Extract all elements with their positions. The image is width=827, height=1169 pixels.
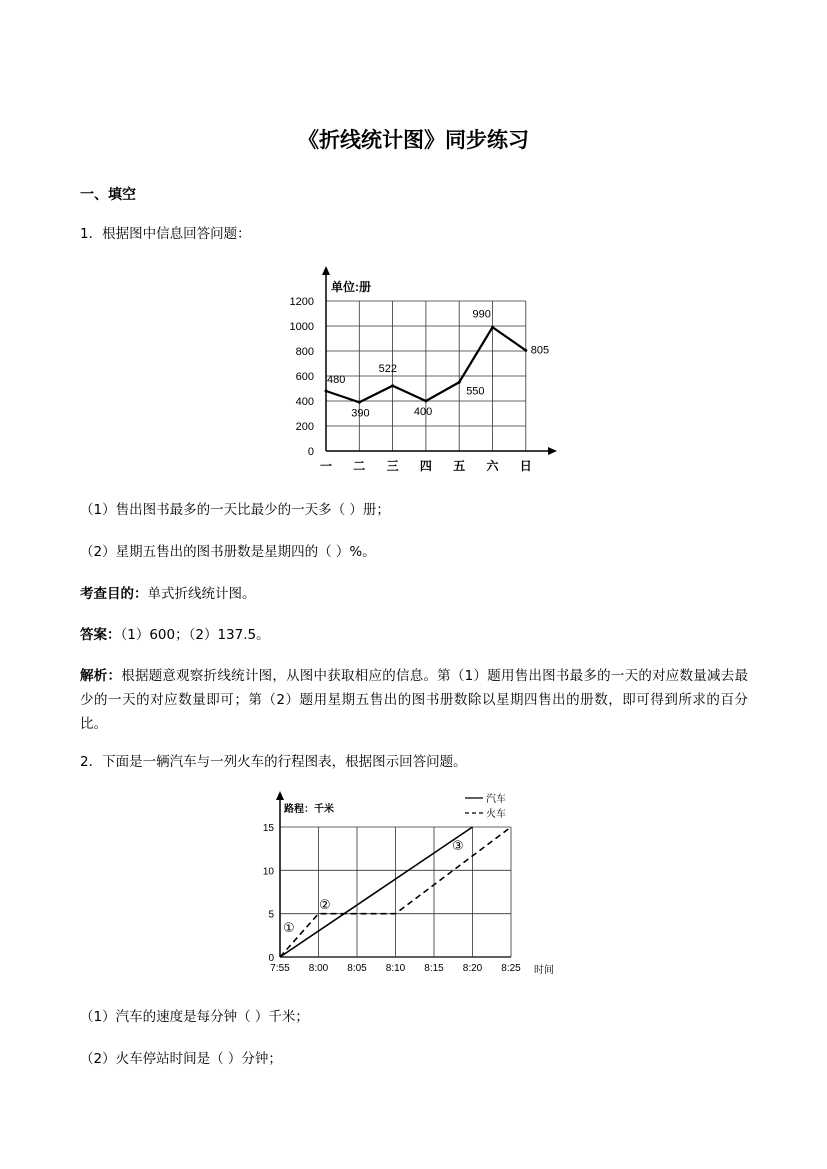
purpose-text: 单式折线统计图。	[147, 586, 256, 602]
chart1-data-label: 390	[351, 407, 370, 420]
chart2-legend	[465, 793, 506, 820]
chart2-ytick: 10	[262, 866, 274, 878]
travel-line-chart	[262, 788, 562, 980]
chart1-ytick: 1000	[289, 321, 314, 333]
chart1-ytick: 200	[295, 421, 314, 433]
chart1-point	[424, 400, 427, 403]
question-2-sub-2: （2）火车停站时间是（ ）分钟；	[80, 1051, 282, 1067]
chart1-point	[325, 390, 328, 393]
chart1-xtick: 三	[386, 459, 399, 473]
chart2-ytick: 0	[268, 953, 274, 964]
annotation-2: ②	[319, 897, 331, 912]
analysis-text: 根据题意观察折线统计图，从图中获取相应的信息。第（1）题用售出图书最多的一天的对应数量减去最少的一天的对应数量即可；第（2）题用星期五售出的图书册数除以星期四售出的册数，即可得到所求的百分比。	[80, 668, 748, 732]
chart1-data-label: 805	[530, 344, 550, 357]
legend-car: 汽车	[486, 794, 506, 805]
question-1-sub-1: （1）售出图书最多的一天比最少的一天多（ ）册；	[80, 502, 390, 518]
chart2-xtick: 8:15	[424, 963, 444, 974]
chart2-ylabel: 路程：千米	[284, 804, 334, 815]
chart2-xlabel: 时间	[534, 965, 554, 976]
chart1-point	[358, 401, 361, 404]
chart2-xtick: 8:10	[385, 963, 406, 974]
chart2-xtick: 8:20	[462, 963, 483, 974]
chart1-point	[524, 349, 527, 352]
chart1-ytick: 600	[295, 371, 314, 383]
chart1-point	[491, 326, 494, 329]
purpose-line	[80, 582, 256, 606]
chart1-xtick: 日	[519, 459, 532, 473]
answer-label: 答案：	[80, 627, 121, 643]
chart1-grid	[326, 301, 526, 451]
section-heading: 一、填空	[80, 187, 136, 203]
chart1-data-label: 480	[327, 374, 346, 386]
purpose-label: 考查目的：	[80, 586, 148, 602]
page-title: 《折线统计图》同步练习	[298, 128, 529, 152]
car-series-line	[280, 827, 473, 957]
chart1-ytick: 0	[307, 446, 314, 458]
chart1-point	[391, 384, 394, 387]
question-1-sub-2: （2）星期五售出的图书册数是星期四的（ ）%。	[80, 544, 376, 560]
chart1-xtick: 一	[319, 459, 333, 473]
chart1-data-label: 550	[466, 385, 485, 398]
books-line-chart	[285, 262, 565, 477]
chart2-ytick: 5	[268, 909, 274, 921]
chart1-xtick: 四	[419, 459, 432, 473]
chart2-xtick: 8:05	[347, 963, 367, 974]
chart1-xtick: 二	[353, 459, 366, 473]
chart1-ytick: 400	[295, 396, 314, 408]
question-1-stem: 1．根据图中信息回答问题：	[80, 226, 251, 242]
chart1-ylabel: 单位:册	[331, 280, 371, 294]
answer-line	[80, 623, 270, 647]
chart2-xtick: 8:25	[501, 963, 521, 974]
analysis-paragraph	[80, 664, 748, 736]
chart1-data-label: 400	[413, 406, 433, 418]
chart2-xtick: 7:55	[270, 963, 290, 974]
analysis-label: 解析：	[80, 668, 122, 684]
chart1-data-label: 522	[378, 362, 397, 375]
question-2-stem: 2．下面是一辆汽车与一列火车的行程图表，根据图示回答问题。	[80, 754, 467, 770]
legend-train: 火车	[486, 809, 506, 820]
chart1-xtick: 六	[486, 459, 499, 473]
annotation-3: ③	[452, 838, 464, 853]
question-2-sub-1: （1）汽车的速度是每分钟（ ）千米；	[80, 1009, 309, 1025]
chart1-point	[458, 381, 461, 384]
chart1-xtick: 五	[453, 459, 466, 473]
answer-text: （1）600；（2）137.5。	[120, 627, 270, 643]
chart2-grid	[280, 827, 511, 957]
chart1-ytick: 1200	[289, 296, 314, 308]
chart2-ytick: 15	[262, 823, 274, 834]
chart2-xtick: 8:00	[308, 963, 329, 974]
annotation-1: ①	[283, 920, 295, 935]
chart1-ytick: 800	[295, 346, 314, 358]
chart1-data-label: 990	[472, 308, 491, 321]
chart1-axes	[322, 266, 557, 455]
